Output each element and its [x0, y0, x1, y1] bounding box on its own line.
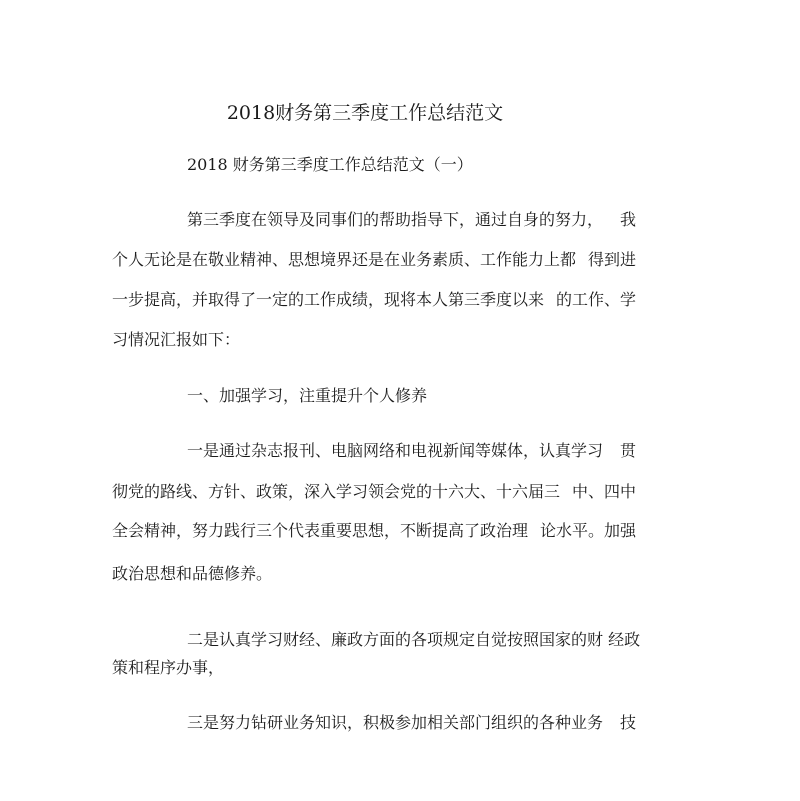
- text-segment: 得到进: [587, 250, 636, 269]
- document-title: 2018财务第三季度工作总结范文: [226, 102, 504, 124]
- text-segment: 彻党的路线、方针、政策，深入学习领会党的十六大、十六届三: [112, 482, 561, 501]
- text-segment: 技: [619, 713, 636, 732]
- text-segment: 中、四中: [571, 482, 636, 501]
- text-segment: 一是通过杂志报刊、电脑网络和电视新闻等媒体，认真学习: [187, 441, 604, 460]
- text-segment: 论水平。加强: [539, 521, 636, 540]
- document-subtitle: 2018 财务第三季度工作总结范文（一）: [187, 155, 473, 174]
- paragraph-1-line-4: [112, 327, 636, 353]
- text-segment: 全会精神，努力践行三个代表重要思想，不断提高了政治理: [112, 521, 529, 540]
- text-segment: 策和程序办事，: [112, 658, 225, 677]
- text-segment: 三是努力钻研业务知识，积极参加相关部门组织的各种业务: [187, 713, 604, 732]
- paragraph-1-line-1: [112, 207, 636, 233]
- text-segment: 我: [619, 210, 636, 229]
- text-segment: 二是认真学习财经、廉政方面的各项规定自觉按照国家的财 经政: [187, 630, 641, 649]
- paragraph-4-line-1: [112, 710, 636, 736]
- text-segment: 政治思想和品德修养。: [112, 564, 273, 583]
- text-segment: 一、加强学习，注重提升个人修养: [187, 386, 428, 405]
- paragraph-3-line-2: [112, 655, 636, 681]
- paragraph-2-line-1: [112, 438, 636, 464]
- paragraph-1-line-3: [112, 287, 636, 313]
- paragraph-3-line-1: [112, 627, 641, 653]
- paragraph-1-line-2: [112, 247, 636, 273]
- text-segment: 一步提高，并取得了一定的工作成绩，现将本人第三季度以来: [112, 290, 545, 309]
- text-segment: 的工作、学: [555, 290, 636, 309]
- text-segment: 习情况汇报如下：: [112, 330, 241, 349]
- paragraph-2-line-4: [112, 561, 636, 587]
- text-segment: 第三季度在领导及同事们的帮助指导下，通过自身的努力，: [187, 210, 604, 229]
- text-segment: 个人无论是在敬业精神、思想境界还是在业务素质、工作能力上都: [112, 250, 577, 269]
- paragraph-2-line-3: [112, 518, 636, 544]
- text-segment: 贯: [619, 441, 636, 460]
- paragraph-2-line-2: [112, 479, 636, 505]
- section-heading-1: [112, 383, 636, 409]
